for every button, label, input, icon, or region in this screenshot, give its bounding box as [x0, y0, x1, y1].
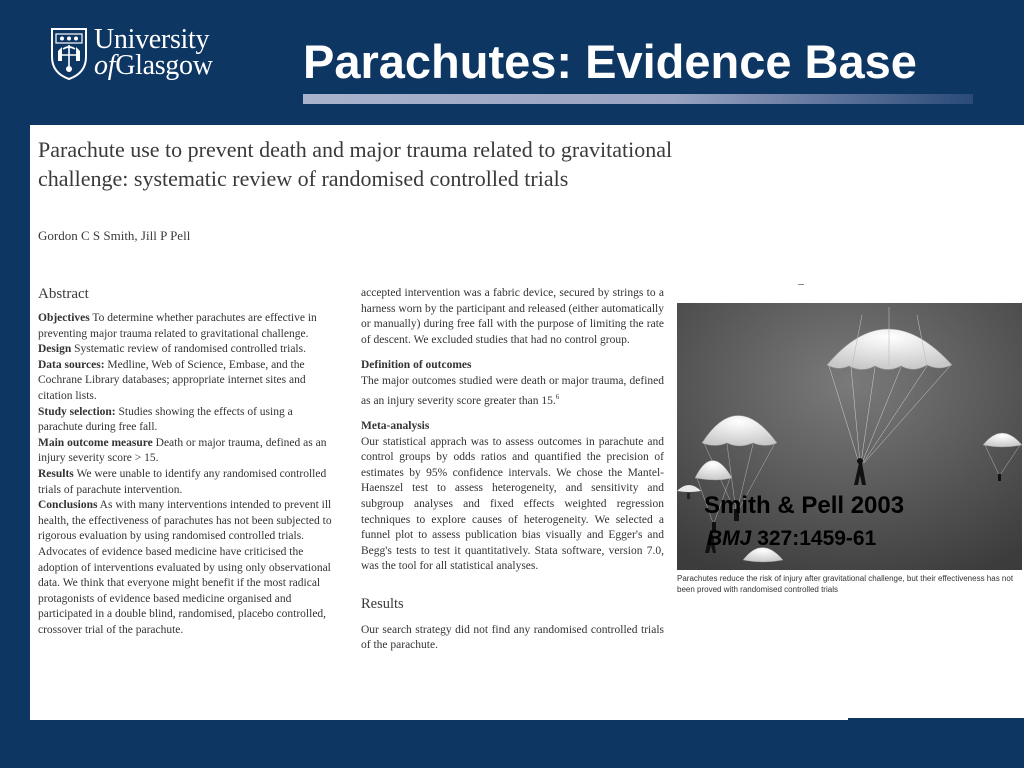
meta-analysis-heading: Meta-analysis: [361, 419, 430, 432]
meta-analysis-text: Our statistical apprach was to assess outcomes in parachute and control groups by odds ratios and quantified the precision of estimates by 95% confidence intervals. We chose the Mantel-Haenszel test to assess heterogeneity, and sensitivity and subgroup analyses and fixed effects weighted regression techniques to explore causes of heterogeneity. We selected a funnel plot to assess publication bias visually and Egger's and Begg's tests to test it quantitatively. Stata software, version 7.0, was the tool for all statistical analyses.: [361, 435, 664, 573]
divider-mark: [798, 284, 804, 285]
paper-authors: Gordon C S Smith, Jill P Pell: [38, 228, 191, 243]
title-underline-bar: [303, 94, 973, 104]
abstract-data-sources: Data sources: Medline, Web of Science, Embase, and the Cochrane Library databases; appropriate internet sites and citation lists.: [38, 358, 306, 402]
logo-of-text: of: [94, 50, 116, 81]
abstract-design: Design Systematic review of randomised controlled trials.: [38, 343, 306, 356]
abstract-results: Results We were unable to identify any randomised controlled trials of parachute intervention.: [38, 467, 327, 496]
university-crest-icon: [50, 27, 88, 81]
citation-journal: [707, 525, 876, 553]
abstract-column: [38, 285, 338, 638]
abstract-conclusions: Conclusions As with many interventions intended to prevent ill health, the effectiveness of parachutes has not been subjected to rigorous evaluation by using randomised controlled trials. Advocates of evidence based medicine have criticised the adoption of interventions evaluated by using only observational data. We think that everyone might benefit if the most radical protagonists of evidence based medicine organised and participated in a double blind, randomised, placebo controlled, crossover trial of the parachute.: [38, 499, 332, 636]
paper-bottom-edge: [848, 718, 1024, 720]
logo-university-text: University: [94, 24, 210, 55]
abstract-heading: Abstract: [38, 286, 89, 302]
methods-column: [361, 286, 664, 654]
citation-journal-name: BMJ: [707, 527, 752, 550]
abstract-study-selection: Study selection: Studies showing the effects of using a parachute during free fall.: [38, 405, 293, 434]
outcomes-text: The major outcomes studied were death or major trauma, defined as an injury severity score greater than 15.$^6$: [361, 374, 664, 407]
abstract-objectives: Objectives To determine whether parachutes are effective in preventing major trauma related to gravitational challenge.: [38, 312, 317, 340]
logo-name-text: Glasgow: [115, 50, 213, 81]
university-logo: [50, 24, 225, 85]
citation-reference: 327:1459-61: [757, 527, 877, 550]
paper-excerpt: [30, 125, 1024, 720]
paper-title: Parachute use to prevent death and major trauma related to gravitational challenge: systematic review of randomised controlled trials: [38, 137, 673, 191]
slide-title: Parachutes: Evidence Base: [303, 35, 917, 88]
results-text: Our search strategy did not find any randomised controlled trials of the parachute.: [361, 623, 664, 652]
logo-glasgow-text: [94, 51, 213, 81]
outcomes-heading: Definition of outcomes: [361, 359, 472, 372]
results-heading: Results: [361, 595, 404, 612]
abstract-main-outcome: Main outcome measure Death or major trauma, defined as an injury severity score > 15.: [38, 436, 327, 465]
outcomes-footnote: 6: [555, 392, 560, 401]
photo-caption: Parachutes reduce the risk of injury after gravitational challenge, but their effectiveness has not been proved with randomised controlled trials: [677, 574, 1014, 594]
citation-authors: Smith & Pell 2003: [704, 492, 905, 519]
methods-intro-text: accepted intervention was a fabric device, secured by strings to a harness worn by the participant and released (either automatically or manually) during free fall with the purpose of limiting the rate of descent. We excluded studies that had no control group.: [361, 287, 664, 346]
